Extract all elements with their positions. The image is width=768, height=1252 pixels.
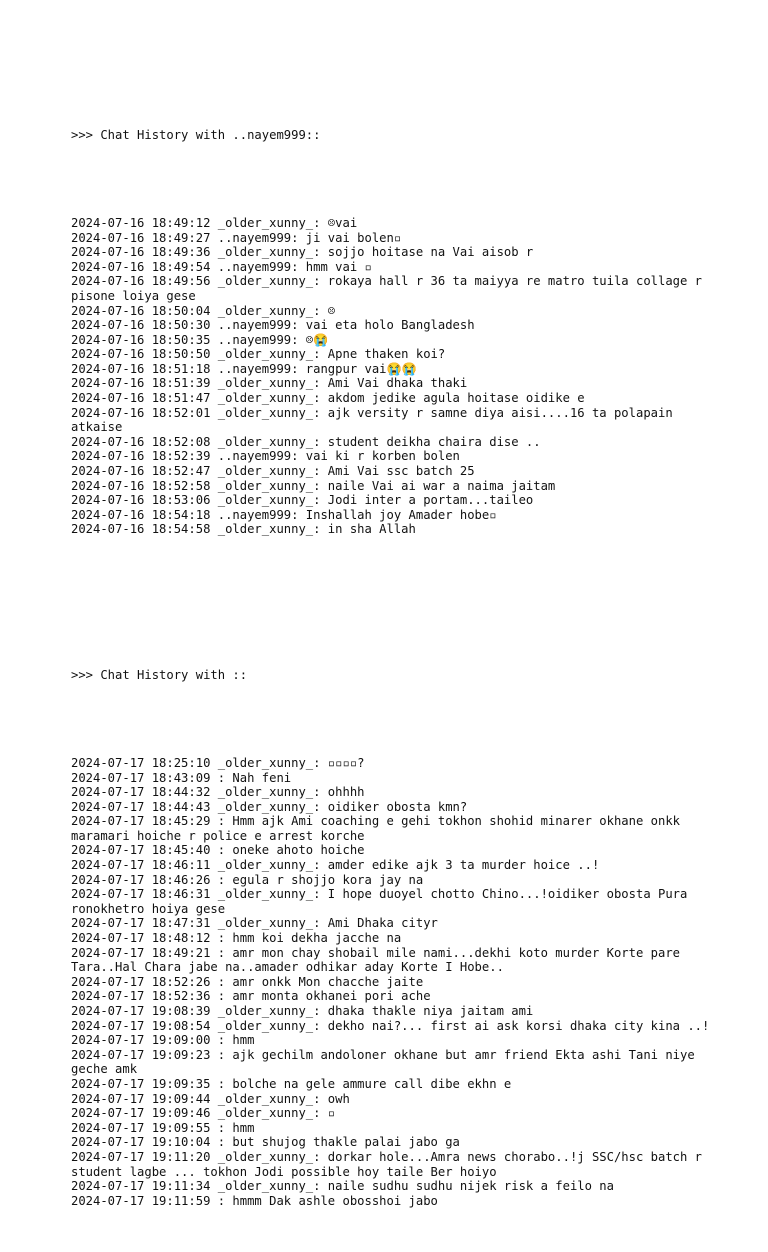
chat-message-line: 2024-07-17 18:43:09 : Nah feni bbox=[71, 770, 292, 785]
chat-section bbox=[71, 99, 711, 566]
chat-message-line: 2024-07-17 19:10:04 : but shujog thakle palai jabo ga bbox=[71, 1135, 460, 1150]
chat-message-line: 2024-07-16 18:49:56 _older_xunny_: rokaya hall r 36 ta maiyya re matro tuila collage r pisone loiya gese bbox=[71, 274, 710, 303]
chat-message-line: 2024-07-17 18:44:32 _older_xunny_: ohhhh bbox=[71, 785, 365, 800]
chat-message-line: 2024-07-16 18:50:30 ..nayem999: vai eta holo Bangladesh bbox=[71, 318, 475, 333]
message-list bbox=[71, 756, 711, 1208]
chat-message-line: 2024-07-17 19:09:46 _older_xunny_: ▫ bbox=[71, 1106, 336, 1121]
chat-message-line: 2024-07-16 18:50:04 _older_xunny_: ☹ bbox=[71, 303, 336, 318]
chat-section bbox=[71, 639, 711, 1237]
chat-message-line: 2024-07-17 19:09:23 : ajk gechilm andoloner okhane but amr friend Ekta ashi Tani niye geche amk bbox=[71, 1047, 703, 1077]
chat-message-line: 2024-07-16 18:49:54 ..nayem999: hmm vai ▫ bbox=[71, 259, 372, 274]
chat-message-line: 2024-07-17 19:11:34 _older_xunny_: naile sudhu sudhu nijek risk a feilo na bbox=[71, 1179, 614, 1194]
chat-message-line: 2024-07-17 18:46:26 : egula r shojjo kora jay na bbox=[71, 872, 424, 887]
chat-message-line: 2024-07-16 18:52:08 _older_xunny_: student deikha chaira dise .. bbox=[71, 434, 541, 449]
chat-message-line: 2024-07-16 18:52:47 _older_xunny_: Ami Vai ssc batch 25 bbox=[71, 464, 475, 479]
chat-message-line: 2024-07-16 18:52:39 ..nayem999: vai ki r korben bolen bbox=[71, 449, 460, 464]
chat-message-line: 2024-07-16 18:52:58 _older_xunny_: naile Vai ai war a naima jaitam bbox=[71, 478, 556, 493]
chat-message-line: 2024-07-17 18:44:43 _older_xunny_: oidiker obosta kmn? bbox=[71, 799, 468, 814]
chat-message-line: 2024-07-17 19:09:00 : hmm bbox=[71, 1033, 255, 1048]
chat-message-line: 2024-07-16 18:54:18 ..nayem999: Inshallah joy Amader hobe▫ bbox=[71, 507, 497, 522]
chat-message-line: 2024-07-16 18:52:01 _older_xunny_: ajk versity r samne diya aisi....16 ta polapain atkaise bbox=[71, 405, 681, 435]
chat-message-line: 2024-07-16 18:50:50 _older_xunny_: Apne thaken koi? bbox=[71, 347, 446, 362]
chat-message-line: 2024-07-17 19:09:35 : bolche na gele ammure call dibe ekhn e bbox=[71, 1076, 512, 1091]
chat-message-line: 2024-07-17 18:46:31 _older_xunny_: I hope duoyel chotto Chino...!oidiker obosta Pura ronokhetro hoiya gese bbox=[71, 887, 695, 916]
chat-message-line: 2024-07-16 18:51:47 _older_xunny_: akdom jedike agula hoitase oidike e bbox=[71, 391, 585, 406]
chat-message-line: 2024-07-16 18:49:12 _older_xunny_: ☹vai bbox=[71, 215, 358, 230]
chat-message-line: 2024-07-16 18:49:36 _older_xunny_: sojjo hoitase na Vai aisob r bbox=[71, 245, 534, 260]
chat-message-line: 2024-07-17 18:49:21 : amr mon chay shobail mile nami...dekhi koto murder Korte pare Tara..Hal Chara jabe na..amader odhikar aday Korte I Hobe.. bbox=[71, 945, 688, 975]
spacer bbox=[71, 172, 711, 187]
chat-message-line: 2024-07-17 18:52:26 : amr onkk Mon chacche jaite bbox=[71, 974, 424, 989]
chat-message-line: 2024-07-17 19:11:20 _older_xunny_: dorkar hole...Amra news chorabo..!j SSC/hsc batch r student lagbe ... tokhon Jodi possible hoy taile Ber hoiyo bbox=[71, 1149, 710, 1179]
spacer bbox=[71, 712, 711, 727]
chat-message-line: 2024-07-17 18:25:10 _older_xunny_: ▫▫▫▫? bbox=[71, 755, 365, 770]
chat-message-line: 2024-07-17 19:08:54 _older_xunny_: dekho nai?... first ai ask korsi dhaka city kina ..! bbox=[71, 1018, 710, 1033]
chat-message-line: 2024-07-17 18:46:11 _older_xunny_: amder edike ajk 3 ta murder hoice ..! bbox=[71, 858, 600, 873]
chat-message-line: 2024-07-16 18:51:18 ..nayem999: rangpur vai😭😭 bbox=[71, 361, 417, 376]
message-list bbox=[71, 216, 711, 537]
chat-log-document bbox=[71, 70, 711, 1252]
chat-message-line: 2024-07-17 19:08:39 _older_xunny_: dhaka thakle niya jaitam ami bbox=[71, 1004, 534, 1018]
chat-message-line: 2024-07-17 18:45:29 : Hmm ajk Ami coaching e gehi tokhon shohid minarer okhane onkk maramari hoiche r police e arrest korche bbox=[71, 814, 688, 843]
chat-message-line: 2024-07-17 18:47:31 _older_xunny_: Ami Dhaka cityr bbox=[71, 916, 438, 931]
chat-message-line: 2024-07-16 18:50:35 ..nayem999: ☹😭 bbox=[71, 332, 329, 347]
chat-message-line: 2024-07-16 18:51:39 _older_xunny_: Ami Vai dhaka thaki bbox=[71, 376, 468, 391]
chat-message-line: 2024-07-17 19:09:44 _older_xunny_: owh bbox=[71, 1091, 350, 1106]
chat-message-line: 2024-07-16 18:54:58 _older_xunny_: in sha Allah bbox=[71, 522, 416, 537]
chat-message-line: 2024-07-17 18:48:12 : hmm koi dekha jacche na bbox=[71, 931, 402, 946]
chat-message-line: 2024-07-17 18:52:36 : amr monta okhanei pori ache bbox=[71, 989, 431, 1004]
chat-message-line: 2024-07-17 19:09:55 : hmm bbox=[71, 1120, 255, 1135]
chat-history-header: >>> Chat History with :: bbox=[71, 668, 248, 683]
chat-message-line: 2024-07-16 18:53:06 _older_xunny_: Jodi inter a portam...taileo bbox=[71, 493, 534, 508]
spacer bbox=[71, 595, 711, 610]
chat-message-line: 2024-07-17 18:45:40 : oneke ahoto hoiche bbox=[71, 843, 365, 858]
chat-message-line: 2024-07-16 18:49:27 ..nayem999: ji vai bolen▫ bbox=[71, 230, 402, 245]
chat-history-header: >>> Chat History with ..nayem999:: bbox=[71, 128, 321, 143]
chat-message-line: 2024-07-17 19:11:59 : hmmm Dak ashle obosshoi jabo bbox=[71, 1193, 438, 1208]
